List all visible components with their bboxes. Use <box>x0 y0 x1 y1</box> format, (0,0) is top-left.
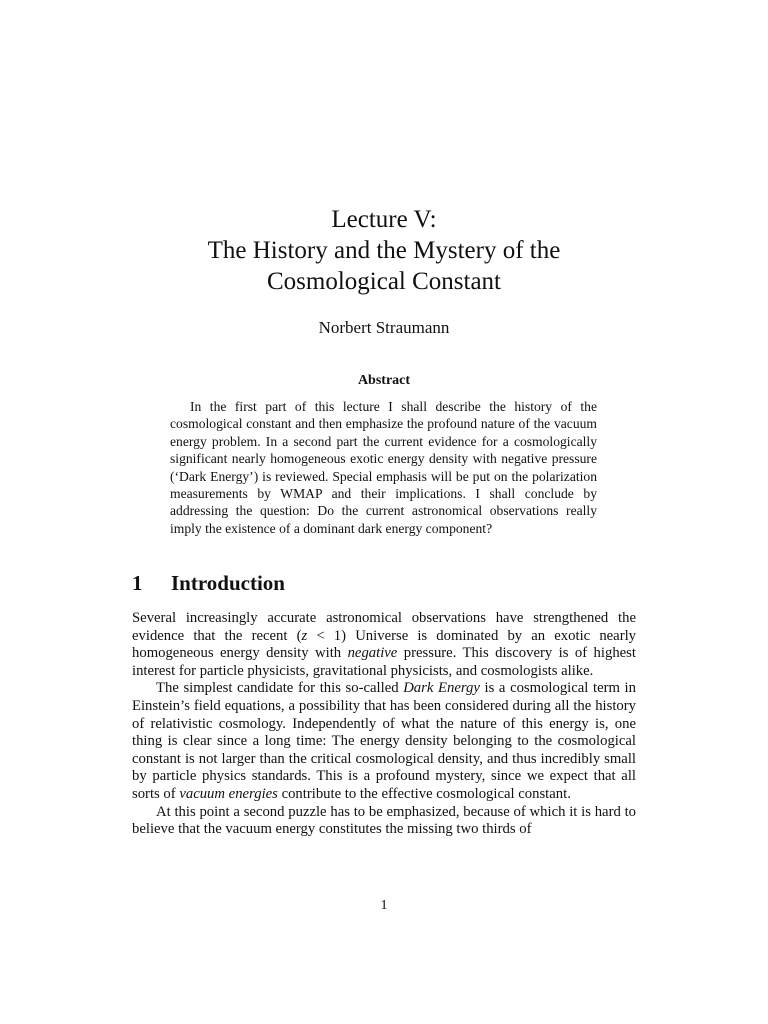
emphasis: vacuum energies <box>179 785 278 802</box>
text-run: pressure. This discovery is of highest interest for particle physicists, gravitational physicists, and cosmologists alike. <box>132 645 636 679</box>
paragraph-2 <box>132 680 636 803</box>
abstract-heading: Abstract <box>357 373 411 388</box>
title-line-1: Lecture V: <box>331 206 437 233</box>
text-run: At this point a second puzzle has to be emphasized, because of which it is hard to believe that the vacuum energy constitutes the missing two thirds of <box>132 803 636 838</box>
title-line-3: Cosmological Constant <box>266 268 502 295</box>
abstract-text: In the first part of this lecture I shall describe the history of the cosmological constant and then emphasize the profound nature of the vacuum energy problem. In a second part the current evidence for a cosmologically significant nearly homogeneous exotic energy density with negative pressure (‘Dark Energy’) is reviewed. Special emphasis will be put on the polarization measurements by WMAP and their implications. I shall conclude by addressing the question: Do the current astronomical observations really imply the existence of a dominant dark energy component? <box>170 399 597 536</box>
text-run: contribute to the effective cosmological constant. <box>277 785 571 802</box>
text-run: The simplest candidate for this so-called <box>156 680 404 697</box>
paragraph-3 <box>132 804 636 839</box>
paper-title <box>0 204 768 297</box>
section-title: Introduction <box>171 571 285 595</box>
section-body <box>132 610 636 839</box>
title-line-2: The History and the Mystery of the <box>207 237 561 264</box>
page-number: 1 <box>380 898 388 913</box>
text-run: < 1) Universe is dominated by an exotic nearly homogeneous energy density with <box>132 627 637 662</box>
emphasis: Dark Energy <box>403 680 480 697</box>
author-name: Norbert Straumann <box>318 318 450 337</box>
paragraph-1 <box>132 610 636 680</box>
section-heading <box>132 571 285 596</box>
text-run: is a cosmological term in Einstein’s field equations, a possibility that has been considered during all the history of relativistic cosmology. Independently of what the nature of this energy is, one thing is clear since a long time: The energy density belonging to the cosmological constant is not larger than the critical cosmological density, and thus incredibly small by particle physics standards. This is a profound mystery, since we expect that all sorts of <box>132 680 636 802</box>
math-variable: z <box>301 627 308 644</box>
section-number: 1 <box>132 571 143 595</box>
text-run: Several increasingly accurate astronomical observations have strengthened the evidence that the recent ( <box>132 610 636 644</box>
emphasis: negative <box>347 645 398 662</box>
